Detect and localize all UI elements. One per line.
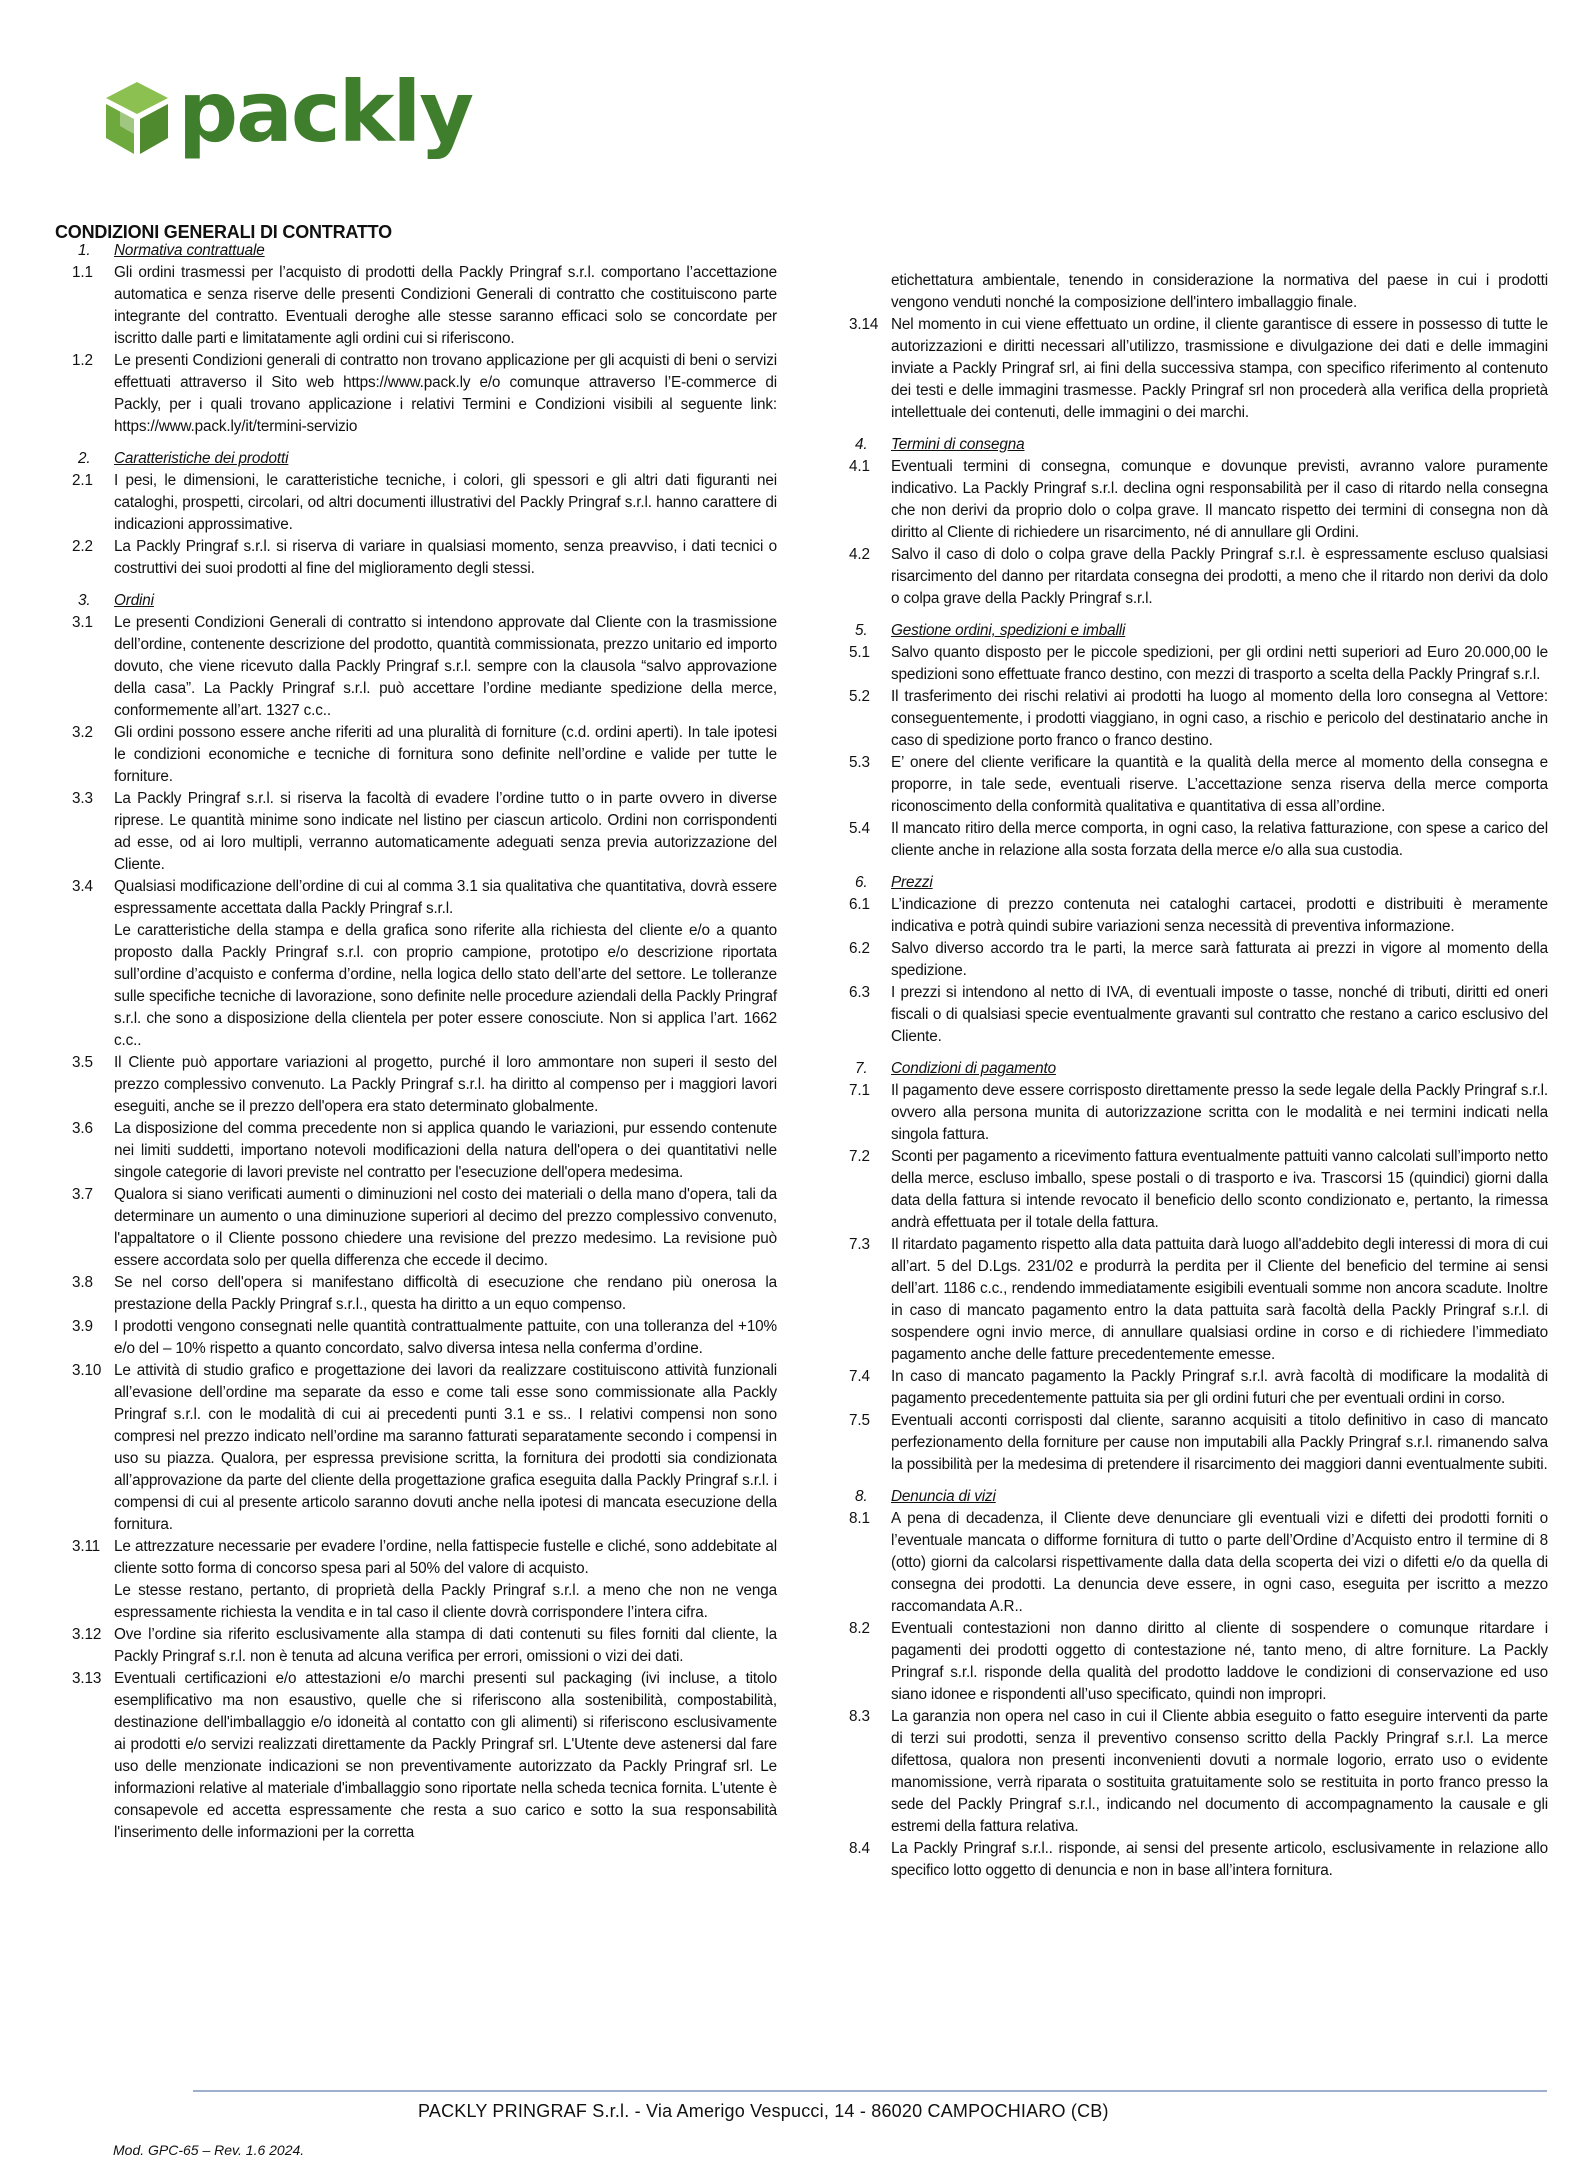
clause-item: [849, 686, 1548, 752]
clause-number: 1.1: [72, 264, 93, 281]
clause-continuation: Le stesse restano, pertanto, di proprietà della Packly Pringraf s.r.l. a meno che non ne venga espressamente richiesta la vendita e in tal caso il cliente dovrà corrispondere l’intera cifra.: [114, 1582, 777, 1621]
clause-text: La Packly Pringraf s.r.l. si riserva la facoltà di evadere l’ordine tutto o in parte ovvero in diverse riprese. Le quantità minime sono indicate nel listino per ciascun articolo. Ordini non corrispondenti ad esse, od ai loro multipli, verranno automaticamente adeguati senza previa autorizzazione del Cliente.: [114, 790, 777, 873]
clause-text: La disposizione del comma precedente non si applica quando le variazioni, pur essendo contenute nei limiti suddetti, importano notevoli modificazioni della natura dell'opera o dei quantitativi nelle singole categorie di lavori previste nel contratto per l'esecuzione dell'opera medesima.: [114, 1120, 777, 1181]
clause-text: L’indicazione di prezzo contenuta nei cataloghi cartacei, prodotti e distribuiti è meramente indicativa e potrà quindi subire variazioni senza necessità di preventiva informazione.: [891, 896, 1548, 935]
clause-item: [849, 1410, 1548, 1476]
clause-item: [72, 1536, 777, 1580]
company-logo: [100, 63, 473, 161]
clause-number: 6.1: [849, 896, 870, 913]
clause-item: [849, 1838, 1548, 1882]
footer-model-revision: Mod. GPC-65 – Rev. 1.6 2024.: [113, 2142, 305, 2158]
clause-text: Il pagamento deve essere corrisposto direttamente presso la sede legale della Packly Pringraf s.r.l. ovvero alla persona munita di autorizzazione scritta con le modalità e nei termini indicati nella singola fattura.: [891, 1082, 1548, 1143]
clause-text: Salvo diverso accordo tra le parti, la merce sarà fatturata ai prezzi in vigore al momento della spedizione.: [891, 940, 1548, 979]
clause-item: [72, 1316, 777, 1360]
clause-number: 2.2: [72, 538, 93, 555]
clause-text: Nel momento in cui viene effettuato un ordine, il cliente garantisce di essere in possesso di tutte le autorizzazioni e diritti necessari all’utilizzo, trasmissione e divulgazione dei dati e delle immagini inviate a Packly Pringraf srl, ai fini della successiva stampa, con specifico riferimento al contenuto dei testi e delle immagini trasmesse. Packly Pringraf srl non procederà alla verifica della proprietà intellettuale dei contenuti, delle immagini o dei marchi.: [891, 316, 1548, 421]
clause-item: [72, 876, 777, 920]
clause-number: 2.1: [72, 472, 93, 489]
carryover-block: [849, 270, 1548, 424]
clause-number: 5.3: [849, 754, 870, 771]
clause-number: 7.3: [849, 1236, 870, 1253]
clause-text: E’ onere del cliente verificare la quantità e la qualità della merce al momento della consegna e proporre, in tale sede, eventuali riserve. L’accettazione senza riserva della merce comporta riconoscimento della conformità qualitativa e quantitativa di essa all’ordine.: [891, 754, 1548, 815]
clause-text: Le attrezzature necessarie per evadere l’ordine, nella fattispecie fustelle e cliché, sono addebitate al cliente sotto forma di concorso spesa pari al 50% del valore di acquisto.: [114, 1538, 777, 1577]
section-number: 3.: [78, 592, 91, 609]
clause-text: Sconti per pagamento a ricevimento fattura eventualmente pattuiti vanno calcolati sull’importo netto della merce, escluso imballo, spese postali o di trasporto e iva. Trascorsi 15 (quindici) giorni dalla data della fattura si intende revocato il beneficio dello sconto condizionato e, pertanto, la rimessa andrà effettuata per il totale della fattura.: [891, 1148, 1548, 1231]
clause-number: 7.4: [849, 1368, 870, 1385]
clause-text: Qualora si siano verificati aumenti o diminuzioni nel costo dei materiali o della mano d'opera, tali da determinare un aumento o una diminuzione superiori al decimo del prezzo complessivo convenuto, l'appaltatore o il Cliente possono chiedere una revisione del prezzo medesimo. La revisione può essere accordata solo per quella differenza che eccede il decimo.: [114, 1186, 777, 1269]
clause-item: [849, 982, 1548, 1048]
clause-number: 3.2: [72, 724, 93, 741]
section-heading: [72, 590, 777, 612]
section-number: 7.: [855, 1060, 868, 1077]
clause-number: 3.6: [72, 1120, 93, 1137]
clause-text: I pesi, le dimensioni, le caratteristiche tecniche, i colori, gli spessori e gli altri dati figuranti nei cataloghi, prospetti, circolari, od altri documenti illustrativi del Packly Pringraf s.r.l. hanno carattere di indicazioni approssimative.: [114, 472, 777, 533]
clause-text: Gli ordini trasmessi per l’acquisto di prodotti della Packly Pringraf s.r.l. comportano l’accettazione automatica e senza riserve delle presenti Condizioni Generali di contratto che costituiscono parte integrante del contratto. Eventuali deroghe alle stesse saranno efficaci solo se concordate per iscritto dalle parti e limitatamente agli ordini cui si riferiscono.: [114, 264, 777, 347]
clause-text: I prodotti vengono consegnati nelle quantità contrattualmente pattuite, con una tolleranza del +10% e/o del – 10% rispetto a quanto concordato, salvo diversa intesa nella conferma d’ordine.: [114, 1318, 777, 1357]
clause-number: 3.4: [72, 878, 93, 895]
clause-number: 5.1: [849, 644, 870, 661]
clause-text: I prezzi si intendono al netto di IVA, di eventuali imposte o tasse, nonché di tributi, diritti ed oneri fiscali o di qualsiasi specie eventualmente gravanti sul contratto che restano a carico esclusivo del Cliente.: [891, 984, 1548, 1045]
section-number: 5.: [855, 622, 868, 639]
clause-text: Il mancato ritiro della merce comporta, in ogni caso, la relativa fatturazione, con spese a carico del cliente anche in relazione alla sosta forzata della merce e/o alla sua custodia.: [891, 820, 1548, 859]
clause-item: [849, 1706, 1548, 1838]
section-number: 6.: [855, 874, 868, 891]
clause-number: 3.10: [72, 1362, 102, 1379]
clause-text: Salvo il caso di dolo o colpa grave della Packly Pringraf s.r.l. è espressamente escluso qualsiasi risarcimento del danno per ritardata consegna dei prodotti, a meno che il ritardo non derivi da dolo o colpa grave della Packly Pringraf s.r.l.: [891, 546, 1548, 607]
clause-number: 5.2: [849, 688, 870, 705]
clause-text: Le attività di studio grafico e progettazione dei lavori da realizzare costituiscono attività funzionali all’evasione dell’ordine ma separate da esso e come tali esse sono commissionate alla Packly Pringraf s.r.l. con le modalità di cui ai precedenti punti 3.1 e ss.. I relativi compensi non sono compresi nel prezzo indicato nell’ordine ma saranno fatturati separatamente secondo i compensi in uso su piazza. Qualora, per espressa previsione scritta, la fornitura dei prodotti sia condizionata all’approvazione da parte del cliente della progettazione grafica eseguita dalla Packly Pringraf s.r.l. i compensi di cui al presente articolo saranno dovuti anche nella ipotesi di mancata esecuzione della fornitura.: [114, 1362, 777, 1533]
section-title: Denuncia di vizi: [891, 1488, 996, 1505]
clause-text: Eventuali acconti corrisposti dal cliente, saranno acquisiti a titolo definitivo in caso di mancato perfezionamento della forniture per cause non imputabili alla Packly Pringraf s.r.l. rimanendo salva la possibilità per la medesima di pretendere il risarcimento dei maggiori danni eventualmente subiti.: [891, 1412, 1548, 1473]
clause-number: 4.2: [849, 546, 870, 563]
clause-number: 3.8: [72, 1274, 93, 1291]
section-number: 4.: [855, 436, 868, 453]
clause-text: Eventuali contestazioni non danno diritto al cliente di sospendere o comunque ritardare i pagamenti dei prodotti oggetto di contestazione né, tanto meno, di altre forniture. La Packly Pringraf s.r.l. risponde della qualità del prodotto laddove le condizioni di conservazione ed uso siano idonee e rispondenti all’uso specificato, quindi non impropri.: [891, 1620, 1548, 1703]
section: [849, 434, 1548, 610]
clause-text: A pena di decadenza, il Cliente deve denunciare gli eventuali vizi e difetti dei prodotti forniti o l’eventuale mancata o difforme fornitura di tutto o parte dell’Ordine d’Acquisto entro il termine di 8 (otto) giorni da calcolarsi rispettivamente dalla data della scoperta dei vizi o difetti e/o da quella di consegna dei prodotti. La denuncia deve essere, in ogni caso, eseguita per iscritto a mezzo raccomandata A.R..: [891, 1510, 1548, 1615]
clause-item: [849, 938, 1548, 982]
clause-text: La Packly Pringraf s.r.l. si riserva di variare in qualsiasi momento, senza preavviso, i dati tecnici o costruttivi dei suoi prodotti al fine del miglioramento degli stessi.: [114, 538, 777, 577]
section-title: Ordini: [114, 592, 154, 609]
section: [72, 590, 777, 1844]
clause-item: [849, 752, 1548, 818]
clause-item: [849, 1366, 1548, 1410]
section-heading: [72, 240, 777, 262]
section-title: Caratteristiche dei prodotti: [114, 450, 289, 467]
clause-text: Il Cliente può apportare variazioni al progetto, purché il loro ammontare non superi il sesto del prezzo complessivo convenuto. La Packly Pringraf s.r.l. ha diritto al compenso per i maggiori lavori eseguiti, anche se il prezzo dell'opera era stato determinato globalmente.: [114, 1054, 777, 1115]
section-heading: [849, 1486, 1548, 1508]
clause-text: Eventuali certificazioni e/o attestazioni e/o marchi presenti sul packaging (ivi incluse, a titolo esemplificativo ma non esaustivo, quelle che si riferiscono alla sostenibilità, compostabilità, destinazione dell'imballaggio e/o idoneità al contatto con gli alimenti) si riferiscono esclusivamente ai prodotti e/o servizi realizzati direttamente da Packly Pringraf srl. L'Utente deve astenersi dal fare uso delle menzionate indicazioni se non preventivamente autorizzato da Packly Pringraf srl. Le informazioni relative al materiale d'imballaggio sono riportate nella scheda tecnica fornita. L'utente è consapevole ed accetta espressamente che resta a suo carico e sotto la sua responsabilità l'inserimento delle informazioni per la corretta: [114, 1670, 777, 1841]
clause-continuation: Le caratteristiche della stampa e della grafica sono riferite alla richiesta del cliente e/o a quanto proposto dalla Packly Pringraf s.r.l. con proprio campione, prototipo e/o descrizione riportata sull’ordine d’acquisto e conferma d’ordine, nella logica dello stato dell’arte del settore. Le tolleranze sulle specifiche tecniche di lavorazione, sono definite nelle procedure aziendali della Packly Pringraf s.r.l. che sono a disposizione della clientela per poter essere conosciute. Non si applica l’art. 1662 c.c..: [114, 922, 777, 1049]
clause-text: La garanzia non opera nel caso in cui il Cliente abbia eseguito o fatto eseguire interventi da parte di terzi sui prodotti, senza il preventivo consenso scritto della Packly Pringraf s.r.l. La merce difettosa, qualora non presenti inconvenienti dovuti a normale logorio, errato uso o evidente manomissione, verrà riparata o sostituita gratuitamente solo se restituita in porto franco presso la sede del Packly Pringraf s.r.l., indicando nel documento di accompagnamento la causale e gli estremi della fattura relativa.: [891, 1708, 1548, 1835]
clause-number: 8.4: [849, 1840, 870, 1857]
clause-text: Le presenti Condizioni generali di contratto non trovano applicazione per gli acquisti di beni o servizi effettuati attraverso il Sito web https://www.pack.ly e/o comunque attraverso l’E-commerce di Packly, per i quali trovano applicazione i relativi Termini e Condizioni visibili al seguente link: https://www.pack.ly/it/termini-servizio: [114, 352, 777, 435]
clause-item: [72, 1118, 777, 1184]
clause-item: [72, 262, 777, 350]
section-number: 1.: [78, 242, 91, 259]
clause-item: [849, 642, 1548, 686]
clause-text: Ove l’ordine sia riferito esclusivamente alla stampa di dati contenuti su files forniti dal cliente, la Packly Pringraf s.r.l. non è tenuta ad alcuna verifica per errori, omissioni o vizi dei dati.: [114, 1626, 777, 1665]
clause-item: [849, 818, 1548, 862]
clause-number: 8.3: [849, 1708, 870, 1725]
clause-item: [849, 314, 1548, 424]
left-column: [72, 240, 777, 1854]
clause-item: [849, 456, 1548, 544]
clause-item: [849, 544, 1548, 610]
clause-item: [849, 1618, 1548, 1706]
clause-item: [72, 1052, 777, 1118]
section: [849, 620, 1548, 862]
section: [72, 448, 777, 580]
section-heading: [849, 620, 1548, 642]
section: [849, 1058, 1548, 1476]
clause-number: 6.3: [849, 984, 870, 1001]
clause-item: [849, 1146, 1548, 1234]
clause-number: 3.11: [72, 1538, 101, 1555]
clause-number: 7.2: [849, 1148, 870, 1165]
clause-text: Gli ordini possono essere anche riferiti ad una pluralità di forniture (c.d. ordini aperti). In tale ipotesi le condizioni economiche e tecniche di fornitura sono definite nell’ordine e valide per tutte le forniture.: [114, 724, 777, 785]
clause-item: [72, 1184, 777, 1272]
section: [849, 872, 1548, 1048]
clause-text: Le presenti Condizioni Generali di contratto si intendono approvate dal Cliente con la trasmissione dell’ordine, contenente descrizione del prodotto, quantità commissionata, prezzo unitario ed importo dovuto, che viene ricevuto dalla Packly Pringraf s.r.l. sempre con la clausola “salvo approvazione della casa”. La Packly Pringraf s.r.l. può accettare l’ordine mediante spedizione della merce, conformemente all’art. 1327 c.c..: [114, 614, 777, 719]
section: [849, 1486, 1548, 1882]
clause-item: [72, 470, 777, 536]
clause-number: 3.5: [72, 1054, 93, 1071]
section-heading: [849, 434, 1548, 456]
cube-logo-icon: [100, 78, 174, 158]
clause-number: 3.12: [72, 1626, 102, 1643]
document-title: CONDIZIONI GENERALI DI CONTRATTO: [55, 222, 392, 242]
clause-text: Il trasferimento dei rischi relativi ai prodotti ha luogo al momento della loro consegna al Vettore: conseguentemente, i prodotti viaggiano, in ogni caso, a rischio e pericolo del destinatario anche in caso di spedizione porto franco o franco destino.: [891, 688, 1548, 749]
clause-item: [72, 350, 777, 438]
section-number: 8.: [855, 1488, 868, 1505]
clause-text: Qualsiasi modificazione dell’ordine di cui al comma 3.1 sia qualitativa che quantitativa, dovrà essere espressamente accettata dalla Packly Pringraf s.r.l.: [114, 878, 777, 917]
clause-item: [849, 894, 1548, 938]
clause-text: In caso di mancato pagamento la Packly Pringraf s.r.l. avrà facoltà di modificare la modalità di pagamento precedentemente pattuita sia per gli ordini futuri che per eventuali ordini in corso.: [891, 1368, 1548, 1407]
clause-number: 7.1: [849, 1082, 870, 1099]
carryover-text: etichettatura ambientale, tenendo in considerazione la normativa del paese in cui i prodotti vengono venduti nonché la composizione dell'intero imballaggio finale.: [891, 272, 1548, 311]
clause-item: [72, 536, 777, 580]
section-title: Termini di consegna: [891, 436, 1025, 453]
clause-number: 3.9: [72, 1318, 93, 1335]
clause-number: 3.3: [72, 790, 93, 807]
logo-wordmark: packly: [178, 63, 473, 161]
section-number: 2.: [78, 450, 91, 467]
clause-number: 3.14: [849, 316, 879, 333]
clause-text: Il ritardato pagamento rispetto alla data pattuita darà luogo all'addebito degli interessi di mora di cui all’art. 5 del D.Lgs. 231/02 e produrrà la perdita per il Cliente del beneficio del termine ai sensi dell’art. 1186 c.c., rendendo immediatamente esigibili eventuali somme non ancora scadute. Inoltre in caso di mancato pagamento entro la data pattuita sarà facoltà della Packly Pringraf s.r.l. di sospendere ogni invio merce, di annullare qualsiasi ordine in corso e di richiedere l’immediato pagamento anche delle fatture precedentemente emesse.: [891, 1236, 1548, 1363]
clause-item: [72, 1272, 777, 1316]
clause-number: 3.13: [72, 1670, 102, 1687]
clause-item: [72, 1668, 777, 1844]
clause-text: Se nel corso dell'opera si manifestano difficoltà di esecuzione che rendano più onerosa la prestazione della Packly Pringraf s.r.l., questa ha diritto a un equo compenso.: [114, 1274, 777, 1313]
clause-item: [72, 788, 777, 876]
section: [72, 240, 777, 438]
clause-item: [72, 722, 777, 788]
clause-text: Eventuali termini di consegna, comunque e dovunque previsti, avranno valore puramente indicativo. La Packly Pringraf s.r.l. declina ogni responsabilità per il caso di ritardo nella consegna che non derivi da proprio dolo o colpa grave. Il mancato rispetto dei termini di consegna non dà diritto al Cliente di richiedere un risarcimento, né di annullare gli Ordini.: [891, 458, 1548, 541]
section-heading: [849, 1058, 1548, 1080]
clause-item: [72, 612, 777, 722]
clause-item: [72, 1624, 777, 1668]
clause-number: 8.1: [849, 1510, 870, 1527]
clause-number: 5.4: [849, 820, 870, 837]
clause-number: 7.5: [849, 1412, 870, 1429]
clause-number: 3.7: [72, 1186, 93, 1203]
section-heading: [72, 448, 777, 470]
clause-item: [849, 1234, 1548, 1366]
section-heading: [849, 872, 1548, 894]
footer-divider: [193, 2090, 1547, 2092]
clause-text: Salvo quanto disposto per le piccole spedizioni, per gli ordini netti superiori ad Euro 20.000,00 le spedizioni sono effettuate franco destino, con mezzi di trasporto a scelta della Packly Pringraf s.r.l.: [891, 644, 1548, 683]
clause-number: 4.1: [849, 458, 870, 475]
section-title: Prezzi: [891, 874, 933, 891]
section-title: Gestione ordini, spedizioni e imballi: [891, 622, 1126, 639]
clause-item: [72, 1360, 777, 1536]
clause-item: [849, 1080, 1548, 1146]
section-title: Condizioni di pagamento: [891, 1060, 1056, 1077]
clause-item: [849, 1508, 1548, 1618]
footer-company-address: PACKLY PRINGRAF S.r.l. - Via Amerigo Vespucci, 14 - 86020 CAMPOCHIARO (CB): [418, 2101, 1109, 2121]
clause-number: 1.2: [72, 352, 93, 369]
right-column: [849, 270, 1548, 1892]
clause-number: 6.2: [849, 940, 870, 957]
clause-number: 3.1: [72, 614, 93, 631]
clause-number: 8.2: [849, 1620, 870, 1637]
section-title: Normativa contrattuale: [114, 242, 265, 259]
clause-text: La Packly Pringraf s.r.l.. risponde, ai sensi del presente articolo, esclusivamente in relazione allo specifico lotto oggetto di denuncia e non in base all’intera fornitura.: [891, 1840, 1548, 1879]
